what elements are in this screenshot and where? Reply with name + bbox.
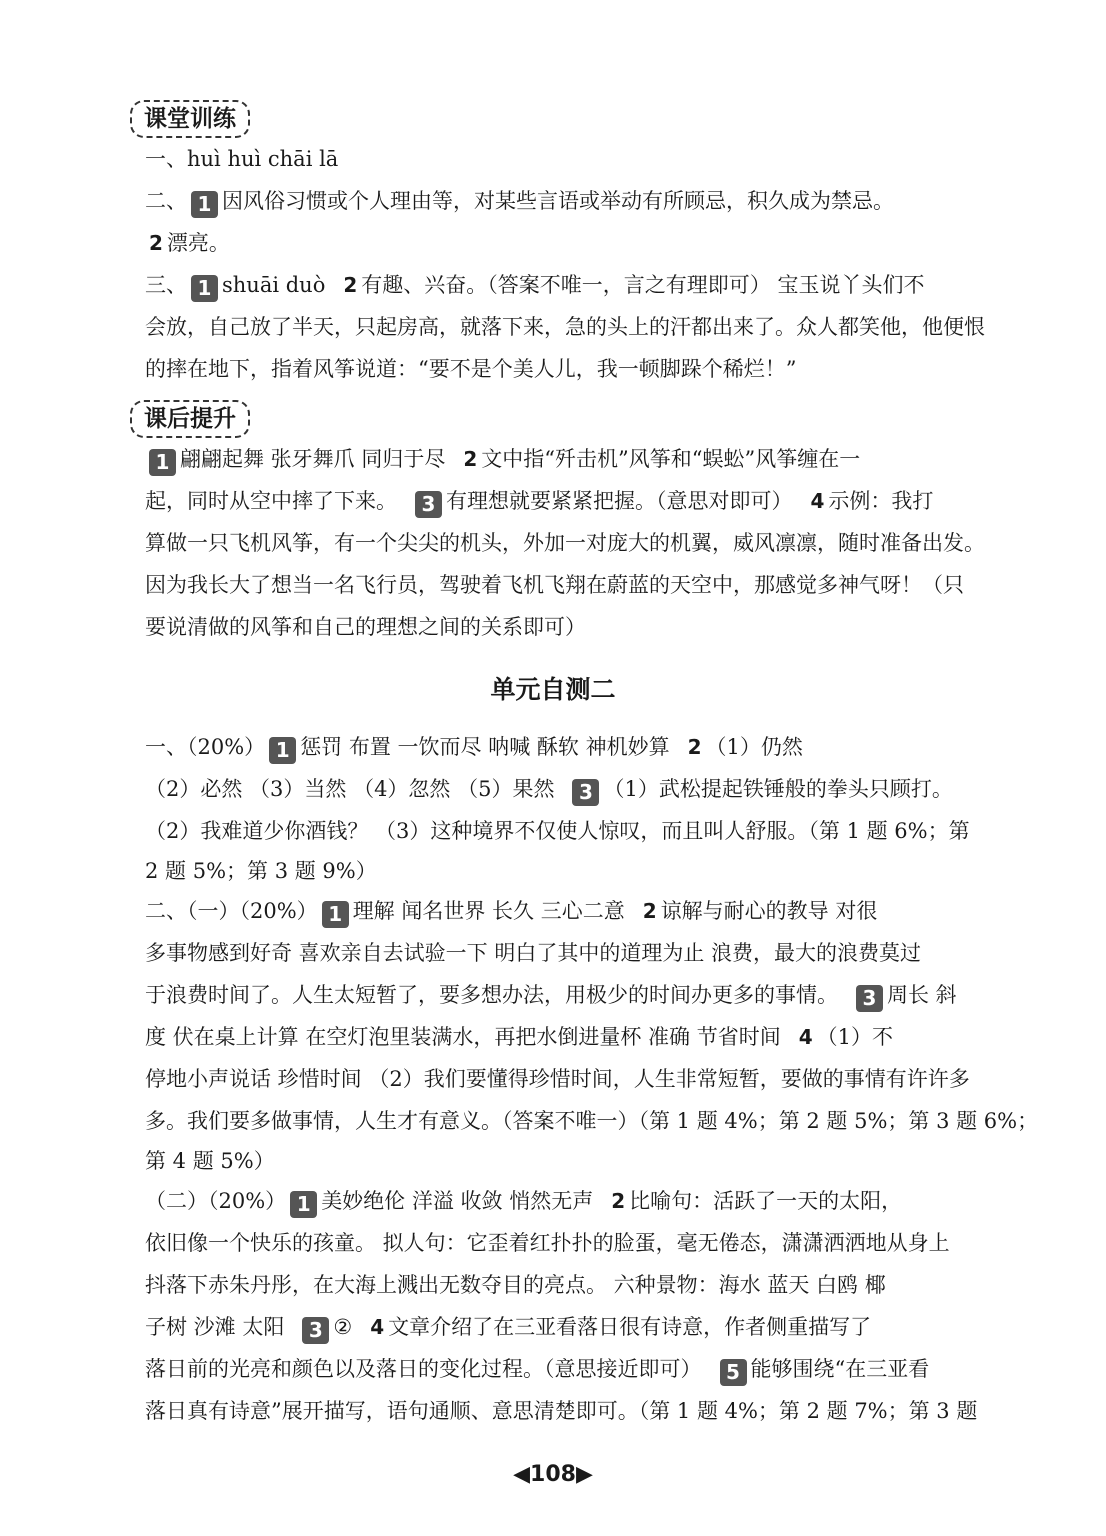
unit-q3-line-2: 依旧像一个快乐的孩童。 拟人句：它歪着红扑扑的脸蛋，毫无倦态，潇潇洒洒地从身上	[145, 1231, 950, 1255]
answer-text: （1）不	[816, 1025, 893, 1049]
question-number: 2	[687, 735, 702, 759]
answer-text: 子树 沙滩 太阳	[145, 1315, 285, 1339]
answer-text: 于浪费时间了。人生太短暂了，要多想办法，用极少的时间办更多的事情。	[145, 983, 838, 1007]
after-line-3: 算做一只飞机风筝，有一个尖尖的机头，外加一对庞大的机翼，威风凛凛，随时准备出发。	[145, 531, 985, 555]
section-label-classroom: 课堂训练	[130, 100, 250, 138]
unit-q2-line-5: 停地小声说话 珍惜时间 （2）我们要懂得珍惜时间，人生非常短暂，要做的事情有许许多	[145, 1067, 970, 1091]
after-line-1	[145, 444, 1035, 476]
unit-q2-line-6: 多。我们要多做事情，人生才有意义。（答案不唯一）（第 1 题 4%；第 2 题 5%；第 3 题 6%；	[145, 1109, 1039, 1133]
answer-text: 起，同时从空中摔了下来。	[145, 489, 397, 513]
question-badge: 1	[191, 275, 218, 302]
unit-q3-line-6: 落日真有诗意”展开描写，语句通顺、意思清楚即可。（第 1 题 4%；第 2 题 7%；第 3 题	[145, 1399, 978, 1423]
answer-text: 有理想就要紧紧把握。（意思对即可）	[446, 489, 793, 513]
unit-q2-line-7: 第 4 题 5%）	[145, 1149, 275, 1173]
unit-test-title: 单元自测二	[490, 675, 616, 704]
prefix: 三、	[145, 273, 187, 297]
question-badge: 1	[191, 191, 218, 218]
question-number: 4	[810, 489, 825, 513]
answer-text: 比喻句：活跃了一天的太阳，	[629, 1189, 903, 1213]
answer-text: 文章介绍了在三亚看落日很有诗意，作者侧重描写了	[388, 1315, 872, 1339]
unit-q2-line-2: 多事物感到好奇 喜欢亲自去试验一下 明白了其中的道理为止 浪费，最大的浪费莫过	[145, 941, 922, 965]
unit-q3-line-1	[145, 1186, 1035, 1218]
classroom-line-6: 的摔在地下，指着风筝说道：“要不是个美人儿，我一顿脚跺个稀烂！”	[145, 357, 797, 381]
question-number: 4	[370, 1315, 385, 1339]
page-number-value: 108	[530, 1462, 576, 1487]
answer-text: 美妙绝伦 洋溢 收敛 悄然无声	[321, 1189, 594, 1213]
answer-text: 文中指“歼击机”风筝和“蜈蚣”风筝缠在一	[481, 447, 861, 471]
question-badge: 3	[415, 491, 442, 518]
prefix: 一、（20%）	[145, 735, 266, 759]
question-number: 2	[149, 231, 163, 255]
classroom-line-4	[145, 270, 1035, 302]
after-line-2	[145, 486, 1035, 518]
unit-line-4: 2 题 5%；第 3 题 9%）	[145, 859, 377, 883]
answer-text: 有趣、兴奋。（答案不唯一，言之有理即可） 宝玉说丫头们不	[361, 273, 925, 297]
classroom-line-3	[145, 228, 1035, 258]
unit-q2-line-4	[145, 1022, 1035, 1052]
pinyin-answer: shuāi duò	[222, 273, 326, 297]
answer-text: 理解 闻名世界 长久 三心二意	[352, 899, 625, 923]
after-line-5: 要说清做的风筝和自己的理想之间的关系即可）	[145, 615, 586, 639]
answer-text: 惩罚 布置 一饮而尽 呐喊 酥软 神机妙算	[300, 735, 670, 759]
unit-q2-line-3	[145, 980, 1035, 1012]
answer-text: 度 伏在桌上计算 在空灯泡里装满水，再把水倒进量杯 准确 节省时间	[145, 1025, 781, 1049]
question-badge: 1	[149, 449, 176, 476]
unit-q3-line-3: 抖落下赤朱丹彤，在大海上溅出无数夺目的亮点。 六种景物：海水 蓝天 白鸥 椰	[145, 1273, 886, 1297]
unit-q3-line-5	[145, 1354, 1035, 1386]
prefix: 二、	[145, 189, 187, 213]
question-number: 2	[611, 1189, 626, 1213]
answer-text: （1）仍然	[705, 735, 803, 759]
question-badge: 3	[856, 985, 883, 1012]
answer-text: 能够围绕“在三亚看	[750, 1357, 930, 1381]
unit-line-2	[145, 774, 1035, 806]
classroom-line-5: 会放，自己放了半天，只起房高，就落下来，急的头上的汗都出来了。众人都笑他，他便恨	[145, 315, 985, 339]
classroom-line-2	[145, 186, 1035, 218]
prefix: （二）（20%）	[145, 1189, 287, 1213]
answer-text: 因风俗习惯或个人理由等，对某些言语或举动有所顾忌，积久成为禁忌。	[222, 189, 894, 213]
page-number: ◀108▶	[513, 1462, 593, 1487]
question-number: 2	[642, 899, 657, 923]
prefix: 二、（一）（20%）	[145, 899, 318, 923]
question-badge: 1	[290, 1191, 317, 1218]
answer-text: 周长 斜	[887, 983, 957, 1007]
answer-text: 漂亮。	[166, 231, 230, 255]
question-badge: 5	[720, 1359, 747, 1386]
unit-line-1	[145, 732, 1035, 764]
after-line-4: 因为我长大了想当一名飞行员，驾驶着飞机飞翔在蔚蓝的天空中，那感觉多神气呀！（只	[145, 573, 964, 597]
answer-text: 落日前的光亮和颜色以及落日的变化过程。（意思接近即可）	[145, 1357, 702, 1381]
question-badge: 1	[322, 901, 349, 928]
classroom-line-1: 一、huì huì chāi lā	[145, 147, 339, 171]
answer-text: 示例：我打	[828, 489, 934, 513]
answer-text: ②	[333, 1315, 353, 1339]
answer-text: （2）必然 （3）当然 （4）忽然 （5）果然	[145, 777, 555, 801]
question-number: 2	[463, 447, 478, 471]
unit-line-3: （2）我难道少你酒钱？ （3）这种境界不仅使人惊叹，而且叫人舒服。（第 1 题 6%；第	[145, 819, 970, 843]
question-number: 4	[798, 1025, 813, 1049]
question-number: 2	[343, 273, 358, 297]
unit-q2-line-1	[145, 896, 1035, 928]
question-badge: 3	[572, 779, 599, 806]
section-label-after-class: 课后提升	[130, 400, 250, 438]
answer-text: 翩翩起舞 张牙舞爪 同归于尽	[180, 447, 446, 471]
answer-text: （1）武松提起铁锤般的拳头只顾打。	[603, 777, 953, 801]
question-badge: 1	[269, 737, 296, 764]
unit-q3-line-4	[145, 1312, 1035, 1344]
question-badge: 3	[302, 1317, 329, 1344]
answer-text: 谅解与耐心的教导 对很	[660, 899, 878, 923]
